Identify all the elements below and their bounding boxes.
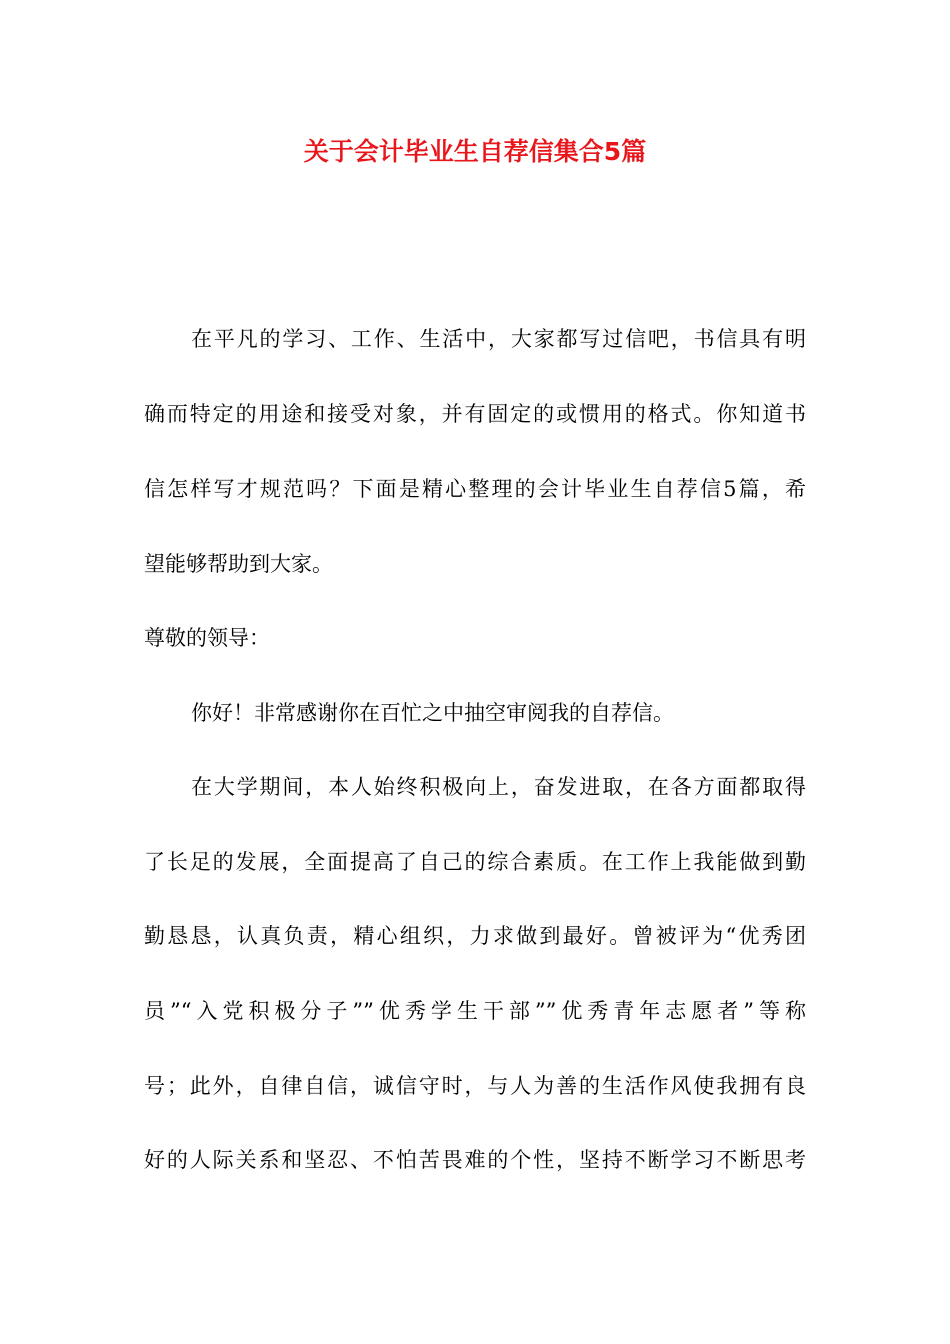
paragraph-line: 号；此外，自律自信，诚信守时，与人为善的生活作风使我拥有良 <box>144 1074 806 1098</box>
paragraph-line: 好的人际关系和坚忍、不怕苦畏难的个性，坚持不断学习不断思考 <box>144 1148 806 1172</box>
paragraph-line: 勤恳恳，认真负责，精心组织，力求做到最好。曾被评为“优秀团 <box>144 924 806 948</box>
paragraph-line: 了长足的发展，全面提高了自己的综合素质。在工作上我能做到勤 <box>144 850 806 874</box>
paragraph-line: 确而特定的用途和接受对象，并有固定的或惯用的格式。你知道书 <box>144 402 806 426</box>
document-title: 关于会计毕业生自荐信集合5篇 <box>303 137 647 166</box>
salutation-line: 尊敬的领导： <box>144 626 270 650</box>
paragraph-line: 在大学期间，本人始终积极向上，奋发进取，在各方面都取得 <box>191 775 806 799</box>
paragraph-line: 信怎样写才规范吗？下面是精心整理的会计毕业生自荐信5篇，希 <box>144 477 806 501</box>
paragraph-line: 望能够帮助到大家。 <box>144 552 333 576</box>
paragraph-line: 在平凡的学习、工作、生活中，大家都写过信吧，书信具有明 <box>191 327 806 351</box>
paragraph-line: 你好！非常感谢你在百忙之中抽空审阅我的自荐信。 <box>191 701 674 725</box>
paragraph-line: 员”“入党积极分子””优秀学生干部””优秀青年志愿者”等称 <box>144 999 806 1023</box>
